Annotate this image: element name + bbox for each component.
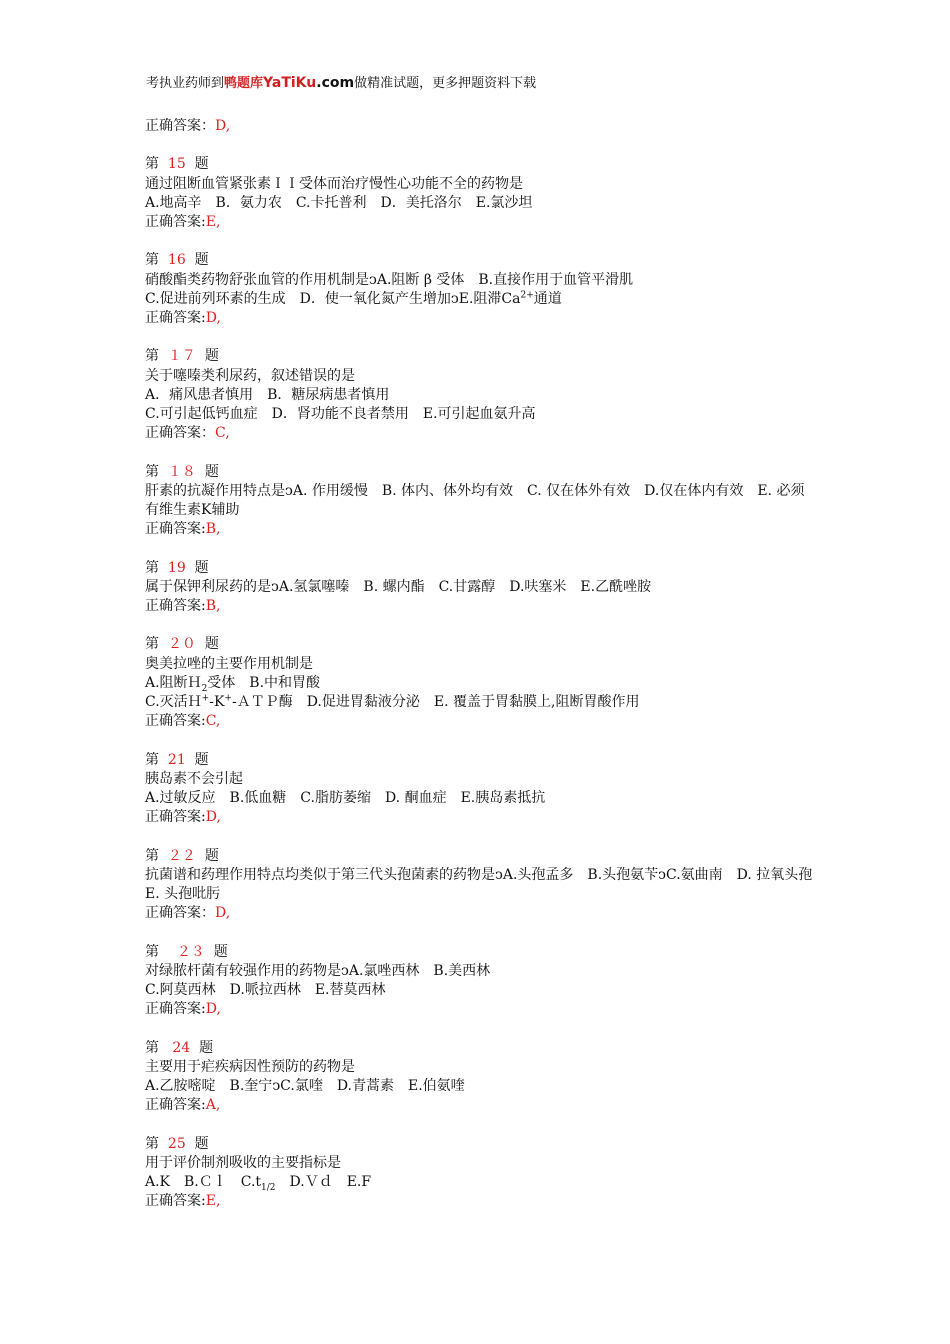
brand-chinese-link[interactable]: 鸭题库 <box>224 76 264 91</box>
option-text: A.氢氯噻嗪 B. 螺内酯 C.甘露醇 D.呋塞米 E.乙酰唑胺 <box>278 578 652 595</box>
question-number: ２０ <box>167 636 196 653</box>
question-stem <box>145 578 815 597</box>
answer <box>145 1000 815 1019</box>
question-options <box>145 290 815 309</box>
answer-label: 正确答案: <box>145 1097 206 1114</box>
answer-label: 正确答案： <box>145 905 215 922</box>
subscript: 2 <box>201 683 208 694</box>
question-heading <box>145 1039 815 1058</box>
answer-label: 正确答案: <box>145 521 206 538</box>
inline-mark-icon: ↄ <box>272 1078 281 1094</box>
question-heading <box>145 251 815 270</box>
answer-value: D, <box>215 118 231 134</box>
answer-value: D, <box>215 905 231 922</box>
inline-mark-icon: ↄ <box>369 271 377 288</box>
question-23 <box>145 943 815 1020</box>
question-heading <box>145 943 815 962</box>
answer-label: 正确答案: <box>145 214 206 230</box>
inline-mark-icon: ↄ <box>450 290 459 307</box>
answer <box>145 213 815 232</box>
option-text: A.氯唑西林 B.美西林 <box>348 962 491 979</box>
question-22 <box>145 847 827 924</box>
header-prefix: 考执业药师到 <box>146 76 225 91</box>
q-suffix: 题 <box>204 463 219 480</box>
inline-mark-icon: ↄ <box>341 962 349 979</box>
answer <box>145 904 815 923</box>
option-text: C.氨曲南 D. 拉氧头孢 E. 头孢吡肟 <box>145 866 827 902</box>
question-16 <box>145 251 815 328</box>
stem-text: 对绿脓杆菌有较强作用的药物是 <box>145 962 341 979</box>
option-text: E.阻滞Ca <box>458 290 521 307</box>
question-24 <box>145 1039 815 1116</box>
option-text: A. 作用缓慢 B. 体内、体外均有效 C. 仅在体外有效 D.仅在体内有效 E. 必须有维生素K辅助 <box>145 482 805 518</box>
option-text: 通道 <box>533 290 562 307</box>
question-options <box>145 1077 815 1096</box>
stem-text: 抗菌谱和药理作用特点均类似于第三代头孢菌素的药物是 <box>145 866 495 883</box>
q-suffix: 题 <box>194 751 209 768</box>
superscript: 2+ <box>520 290 534 301</box>
answer-value: C, <box>215 425 230 442</box>
option-text: C.促进前列环素的生成 D．使一氧化氮产生增加 <box>145 290 451 307</box>
stem-text: 硝酸酯类药物舒张血管的作用机制是 <box>145 271 369 288</box>
question-options <box>145 693 815 712</box>
question-number: ２３ <box>176 943 205 960</box>
q-label: 第 <box>145 156 159 173</box>
answer-value: D, <box>205 1001 221 1018</box>
answer <box>145 712 815 731</box>
question-stem: 主要用于疟疾病因性预防的药物是 <box>145 1058 355 1075</box>
inline-mark-icon: ↄ <box>285 482 293 499</box>
answer-value: D, <box>205 310 221 326</box>
question-number: 15 <box>167 156 186 173</box>
answer <box>145 597 815 616</box>
inline-mark-icon: ↄ <box>495 866 503 883</box>
question-options <box>145 1173 815 1192</box>
answer <box>145 1192 815 1211</box>
q-label: 第 <box>145 559 159 576</box>
question-heading <box>145 463 815 482</box>
question-options: C.可引起低钙血症 D．肾功能不良者禁用 E.可引起血氨升高 <box>145 406 536 422</box>
question-heading <box>145 751 815 770</box>
option-text: A.头孢孟多 B.头孢氨苄 <box>502 866 659 883</box>
answer <box>145 1096 815 1115</box>
q-label: 第 <box>145 1135 159 1152</box>
question-options <box>145 674 815 693</box>
question-stem: 通过阻断血管紧张素ＩＩ受体而治疗慢性心功能不全的药物是 <box>145 175 523 192</box>
question-number: 24 <box>172 1039 191 1056</box>
question-25 <box>145 1135 815 1212</box>
question-list <box>145 117 827 1211</box>
question-20 <box>145 635 815 731</box>
question-options: C.阿莫西林 D.哌拉西林 E.替莫西林 <box>145 982 386 998</box>
question-heading <box>145 155 815 174</box>
answer-value: E, <box>205 1193 221 1210</box>
answer-value: A, <box>205 1097 221 1114</box>
question-17 <box>145 347 815 443</box>
question-options: A．痛风患者慎用 B．糖尿病患者慎用 <box>145 386 390 403</box>
question-number: 21 <box>167 751 186 768</box>
question-number: 25 <box>167 1135 186 1152</box>
stem-text: 肝素的抗凝作用特点是 <box>145 482 285 499</box>
option-text: A.阻断Ｈ <box>145 674 202 691</box>
answer-value: D, <box>205 809 221 826</box>
answer-label: 正确答案: <box>145 598 206 614</box>
subscript: 1/2 <box>261 1182 276 1193</box>
question-stem <box>145 962 815 981</box>
answer <box>145 520 815 539</box>
q-suffix: 题 <box>204 348 219 365</box>
option-text: C.灭活Ｈ <box>145 694 202 710</box>
q-suffix: 题 <box>204 636 219 653</box>
question-heading <box>145 1135 815 1154</box>
question-stem: 用于评价制剂吸收的主要指标是 <box>145 1154 341 1171</box>
question-stem: 胰岛素不会引起 <box>145 770 243 787</box>
option-text: A.乙胺嘧啶 B.奎宁 <box>145 1078 273 1094</box>
question-heading <box>145 347 815 366</box>
question-number: ２２ <box>167 847 196 864</box>
top-answer <box>145 117 815 136</box>
question-number: 19 <box>167 559 186 576</box>
inline-mark-icon: ↄ <box>271 578 279 595</box>
q-label: 第 <box>145 751 159 768</box>
question-number: １７ <box>167 348 196 365</box>
question-19 <box>145 559 815 617</box>
answer-label: 正确答案: <box>145 1001 206 1018</box>
q-label: 第 <box>145 463 159 480</box>
answer <box>145 309 815 328</box>
question-number: １８ <box>167 463 196 480</box>
question-15 <box>145 155 815 232</box>
q-suffix: 题 <box>194 1135 209 1152</box>
answer-label: 正确答案： <box>145 425 215 442</box>
q-suffix: 题 <box>194 156 209 173</box>
question-heading <box>145 559 815 578</box>
question-stem <box>145 271 815 290</box>
option-text: 受体 B.中和胃酸 <box>207 674 321 691</box>
answer-label: 正确答案: <box>145 713 206 730</box>
question-options: A.过敏反应 B.低血糖 C.脂肪萎缩 D. 酮血症 E.胰岛素抵抗 <box>145 790 546 806</box>
answer <box>145 424 815 443</box>
answer-label: 正确答案： <box>145 118 215 134</box>
answer-value: C, <box>205 713 221 730</box>
option-text: A.阻断 β 受体 B.直接作用于血管平滑肌 <box>376 271 634 288</box>
q-suffix: 题 <box>213 943 228 960</box>
question-stem <box>145 482 815 520</box>
q-label: 第 <box>145 1039 159 1056</box>
option-text: A.K B.Ｃｌ C.t <box>145 1174 262 1190</box>
q-label: 第 <box>145 636 159 653</box>
q-suffix: 题 <box>194 252 209 269</box>
answer-label: 正确答案: <box>145 310 206 326</box>
brand-domain[interactable]: .com <box>316 75 355 91</box>
brand-english-link[interactable]: YaTiKu <box>263 75 317 91</box>
q-label: 第 <box>145 348 159 365</box>
answer-label: 正确答案: <box>145 809 206 826</box>
question-stem: 关于噻嗪类利尿药，叙述错误的是 <box>145 367 355 384</box>
q-label: 第 <box>145 847 159 864</box>
answer-label: 正确答案: <box>145 1193 206 1210</box>
question-stem <box>145 866 827 904</box>
superscript: + <box>224 693 232 704</box>
q-suffix: 题 <box>199 1039 214 1056</box>
q-suffix: 题 <box>194 559 209 576</box>
question-heading <box>145 847 815 866</box>
q-label: 第 <box>145 943 159 960</box>
superscript: + <box>201 693 210 704</box>
inline-mark-icon: ↄ <box>658 866 666 883</box>
header-suffix: 做精准试题，更多押题资料下载 <box>354 76 537 91</box>
option-text: C.氯喹 D.青蒿素 E.伯氨喹 <box>280 1078 465 1094</box>
question-heading <box>145 635 815 654</box>
stem-text: 属于保钾利尿药的是 <box>145 578 271 595</box>
question-21 <box>145 751 815 828</box>
question-stem: 奥美拉唑的主要作用机制是 <box>145 655 313 672</box>
answer-value: B, <box>205 521 221 538</box>
q-label: 第 <box>145 252 159 269</box>
answer <box>145 808 815 827</box>
question-18 <box>145 463 815 540</box>
question-number: 16 <box>167 252 186 269</box>
page-header <box>146 72 536 91</box>
q-suffix: 题 <box>204 847 219 864</box>
answer-value: E, <box>205 214 221 230</box>
option-text: -K <box>209 694 225 710</box>
question-options: A.地高辛 B．氨力农 C.卡托普利 D．美托洛尔 E.氯沙坦 <box>145 194 533 211</box>
option-text: -ＡＴＰ酶 D.促进胃黏液分泌 E. 覆盖于胃黏膜上,阻断胃酸作用 <box>231 694 640 710</box>
option-text: D.Ｖｄ E.F <box>275 1174 372 1190</box>
answer-value: B, <box>205 598 221 614</box>
